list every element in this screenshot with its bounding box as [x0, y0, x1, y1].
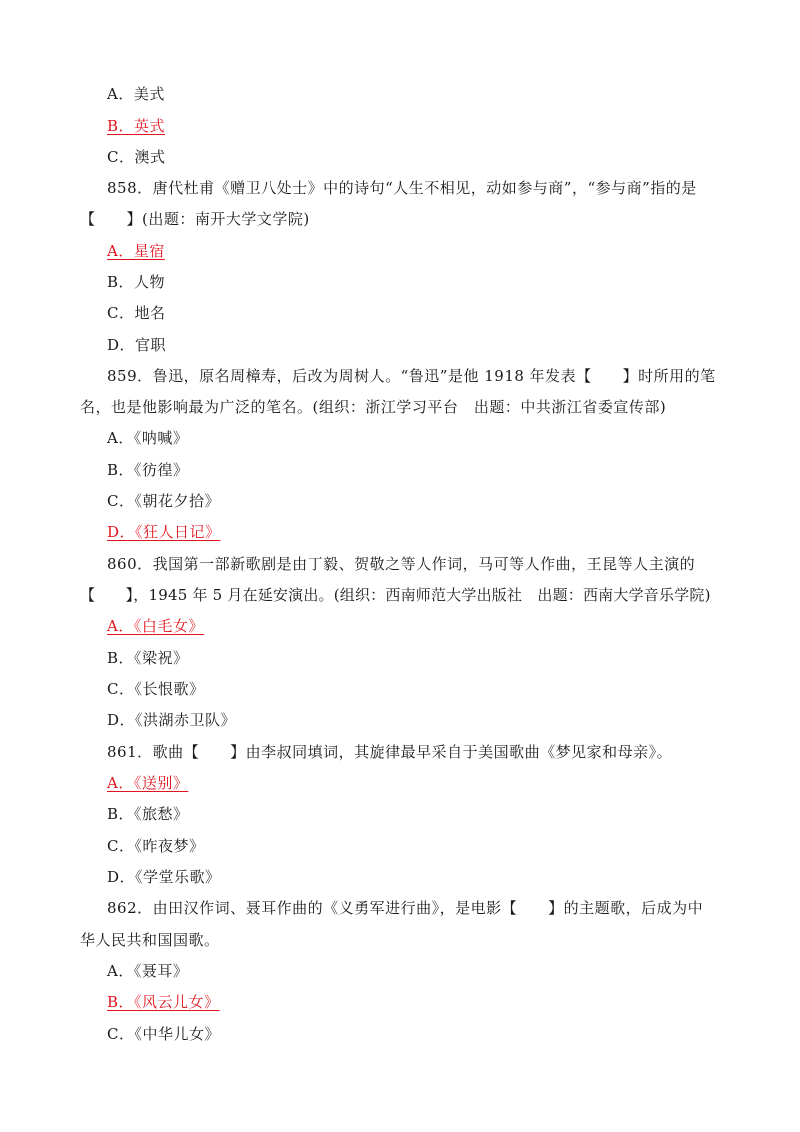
q859-option-c: C．《朝花夕拾》 [107, 492, 220, 510]
q862-option-c: C．《中华儿女》 [107, 1025, 220, 1043]
q858-option-a-correct: A．星宿 [107, 242, 165, 260]
q857-option-b-correct: B．英式 [107, 117, 166, 135]
q862-question-line1: 862．由田汉作词、聂耳作曲的《义勇军进行曲》，是电影【 】的主题歌，后成为中 [107, 899, 704, 917]
q858-question-line2: 【 】(出题：南开大学文学院) [80, 210, 310, 228]
q860-option-b: B．《梁祝》 [107, 649, 189, 667]
q858-option-b: B．人物 [107, 273, 166, 291]
q859-question-line2: 名，也是他影响最为广泛的笔名。(组织：浙江学习平台 出题：中共浙江省委宣传部) [80, 398, 667, 416]
q861-option-a-correct: A．《送别》 [107, 774, 189, 792]
q858-question-line1: 858．唐代杜甫《赠卫八处士》中的诗句“人生不相见，动如参与商”，“参与商”指的是 [107, 179, 697, 197]
q860-option-c: C．《长恨歌》 [107, 680, 205, 698]
q859-question-line1: 859．鲁迅，原名周樟寿，后改为周树人。“鲁迅”是他 1918 年发表【 】时所用的笔 [107, 367, 716, 385]
q858-option-c: C．地名 [107, 304, 166, 322]
q857-option-c: C．澳式 [107, 148, 166, 166]
q858-option-d: D．官职 [107, 336, 167, 354]
q859-option-b: B．《彷徨》 [107, 461, 189, 479]
q857-option-a: A．美式 [107, 85, 165, 103]
q859-option-d-correct: D．《狂人日记》 [107, 523, 221, 541]
q860-question-line1: 860．我国第一部新歌剧是由丁毅、贺敬之等人作词，马可等人作曲，王昆等人主演的 [107, 555, 696, 573]
q862-option-b-correct: B．《风云儿女》 [107, 993, 220, 1011]
q861-option-b: B．《旅愁》 [107, 805, 189, 823]
q860-option-a-correct: A．《白毛女》 [107, 617, 204, 635]
q860-option-d: D．《洪湖赤卫队》 [107, 711, 237, 729]
q861-question-line1: 861．歌曲【 】由李叔同填词，其旋律最早采自于美国歌曲《梦见家和母亲》。 [107, 743, 673, 761]
q861-option-c: C．《昨夜梦》 [107, 837, 205, 855]
q862-option-a: A．《聂耳》 [107, 962, 189, 980]
q860-question-line2: 【 】，1945 年 5 月在延安演出。(组织：西南师范大学出版社 出题：西南大学音乐学院) [80, 586, 711, 604]
q859-option-a: A．《呐喊》 [107, 429, 189, 447]
q862-question-line2: 华人民共和国国歌。 [80, 931, 220, 949]
q861-option-d: D．《学堂乐歌》 [107, 868, 221, 886]
